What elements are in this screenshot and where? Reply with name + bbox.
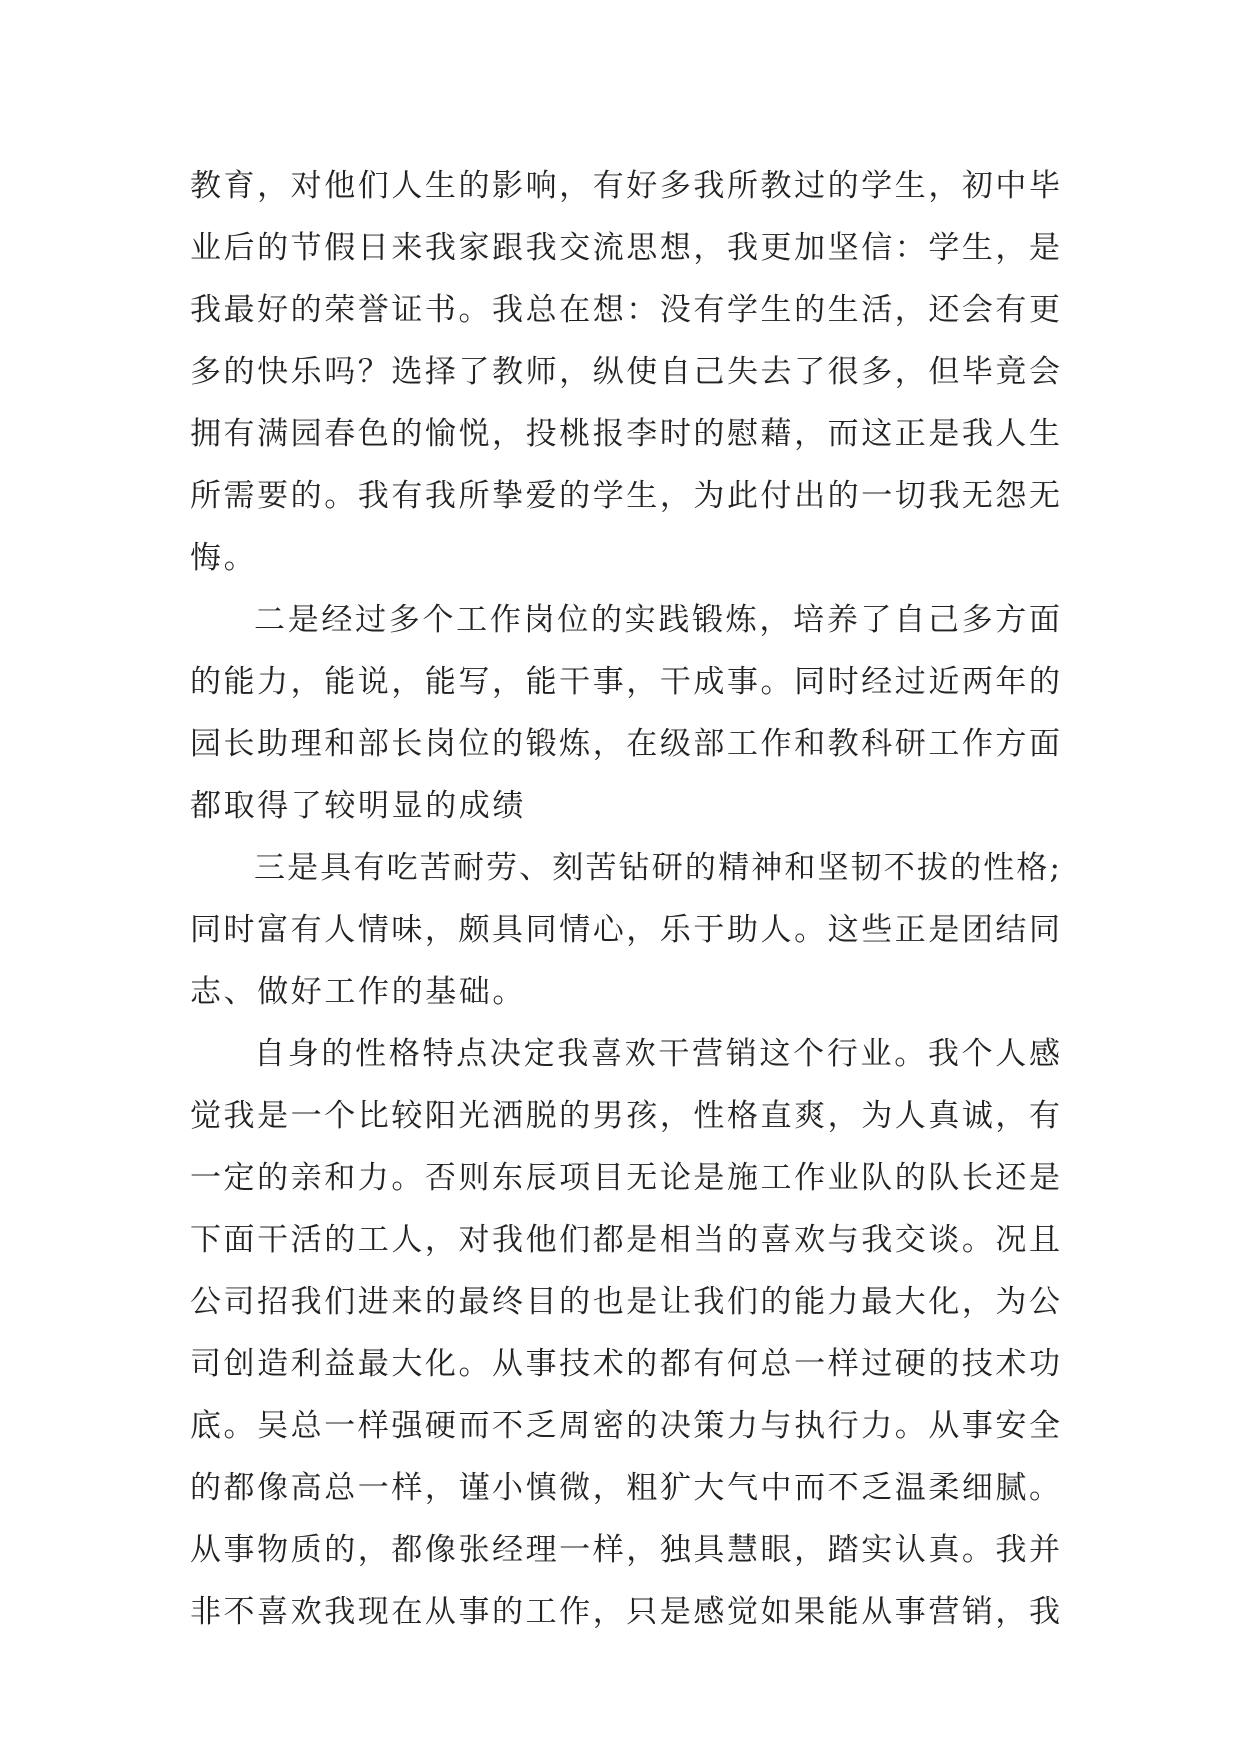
text-line: 业后的节假日来我家跟我交流思想，我更加坚信：学生，是	[190, 230, 1060, 266]
text-line: 悔。	[190, 540, 258, 576]
text-line: 志、做好工作的基础。	[190, 974, 526, 1010]
text-line: 教育，对他们人生的影响，有好多我所教过的学生，初中毕	[190, 168, 1060, 204]
text-line: 所需要的。我有我所挚爱的学生，为此付出的一切我无怨无	[190, 478, 1060, 514]
text-line: 多的快乐吗？选择了教师，纵使自己失去了很多，但毕竟会	[190, 354, 1060, 390]
text-line: 底。吴总一样强硬而不乏周密的决策力与执行力。从事安全	[190, 1408, 1060, 1444]
text-line: 同时富有人情味，颇具同情心，乐于助人。这些正是团结同	[190, 912, 1060, 948]
text-line: 司创造利益最大化。从事技术的都有何总一样过硬的技术功	[190, 1346, 1060, 1382]
text-line: 的都像高总一样，谨小慎微，粗犷大气中而不乏温柔细腻。	[190, 1470, 1060, 1506]
text-line: 二是经过多个工作岗位的实践锻炼，培养了自己多方面	[254, 602, 1060, 638]
text-line: 觉我是一个比较阳光洒脱的男孩，性格直爽，为人真诚，有	[190, 1098, 1060, 1134]
text-line: 自身的性格特点决定我喜欢干营销这个行业。我个人感	[254, 1036, 1060, 1072]
text-line: 园长助理和部长岗位的锻炼，在级部工作和教科研工作方面	[190, 726, 1060, 762]
document-body	[190, 155, 1060, 1643]
text-line: 三是具有吃苦耐劳、刻苦钻研的精神和坚韧不拔的性格;	[254, 850, 1060, 886]
text-line: 下面干活的工人，对我他们都是相当的喜欢与我交谈。况且	[190, 1222, 1060, 1258]
text-line: 我最好的荣誉证书。我总在想：没有学生的生活，还会有更	[190, 292, 1060, 328]
text-line: 都取得了较明显的成绩	[190, 788, 526, 824]
text-line: 一定的亲和力。否则东辰项目无论是施工作业队的队长还是	[190, 1160, 1060, 1196]
text-line: 非不喜欢我现在从事的工作，只是感觉如果能从事营销，我	[190, 1594, 1060, 1630]
text-line: 公司招我们进来的最终目的也是让我们的能力最大化，为公	[190, 1284, 1060, 1320]
text-line: 拥有满园春色的愉悦，投桃报李时的慰藉，而这正是我人生	[190, 416, 1060, 452]
text-line: 从事物质的，都像张经理一样，独具慧眼，踏实认真。我并	[190, 1532, 1060, 1568]
text-line: 的能力，能说，能写，能干事，干成事。同时经过近两年的	[190, 664, 1060, 700]
